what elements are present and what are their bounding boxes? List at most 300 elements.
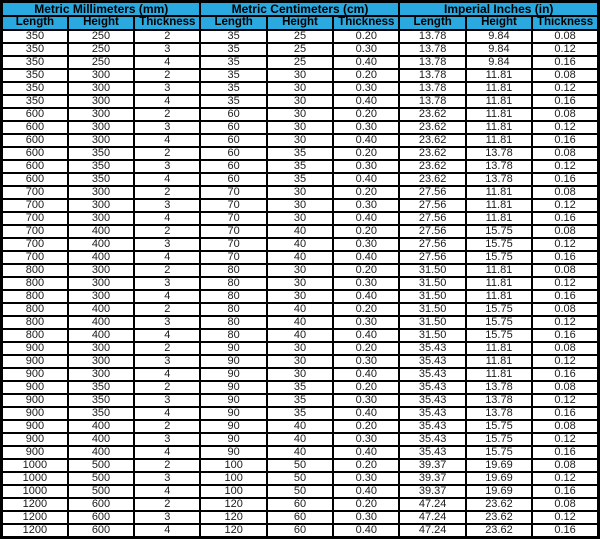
table-row — [2, 225, 599, 238]
cell: 70 — [200, 212, 266, 225]
cell: 15.75 — [466, 420, 532, 433]
table-row — [2, 459, 599, 472]
cell: 50 — [267, 459, 333, 472]
cell: 3 — [134, 472, 200, 485]
cell: 13.78 — [399, 82, 465, 95]
table-row — [2, 394, 599, 407]
cell: 30 — [267, 212, 333, 225]
cell: 0.30 — [333, 472, 399, 485]
cell: 4 — [134, 407, 200, 420]
table-row — [2, 498, 599, 511]
cell: 0.20 — [333, 147, 399, 160]
cell: 35 — [267, 381, 333, 394]
column-header: Length — [399, 16, 465, 30]
cell: 350 — [2, 43, 68, 56]
cell: 400 — [68, 329, 134, 342]
cell: 900 — [2, 446, 68, 459]
cell: 60 — [200, 134, 266, 147]
cell: 80 — [200, 277, 266, 290]
cell: 4 — [134, 95, 200, 108]
cell: 350 — [68, 381, 134, 394]
cell: 0.16 — [532, 446, 598, 459]
cell: 11.81 — [466, 368, 532, 381]
cell: 800 — [2, 329, 68, 342]
cell: 35.43 — [399, 407, 465, 420]
cell: 30 — [267, 69, 333, 82]
cell: 300 — [68, 342, 134, 355]
table-row — [2, 368, 599, 381]
cell: 70 — [200, 251, 266, 264]
cell: 350 — [68, 394, 134, 407]
cell: 0.16 — [532, 368, 598, 381]
cell: 35.43 — [399, 368, 465, 381]
cell: 0.12 — [532, 160, 598, 173]
cell: 13.78 — [466, 407, 532, 420]
cell: 0.30 — [333, 433, 399, 446]
cell: 11.81 — [466, 355, 532, 368]
cell: 300 — [68, 212, 134, 225]
cell: 300 — [68, 95, 134, 108]
cell: 23.62 — [466, 524, 532, 538]
cell: 100 — [200, 485, 266, 498]
cell: 0.12 — [532, 355, 598, 368]
cell: 600 — [2, 147, 68, 160]
cell: 2 — [134, 147, 200, 160]
cell: 27.56 — [399, 238, 465, 251]
cell: 350 — [2, 56, 68, 69]
cell: 35.43 — [399, 433, 465, 446]
cell: 35 — [200, 82, 266, 95]
cell: 30 — [267, 368, 333, 381]
cell: 350 — [2, 69, 68, 82]
cell: 30 — [267, 95, 333, 108]
cell: 0.16 — [532, 407, 598, 420]
table-row — [2, 355, 599, 368]
cell: 0.30 — [333, 199, 399, 212]
column-header-row — [2, 16, 599, 30]
cell: 0.12 — [532, 199, 598, 212]
cell: 35.43 — [399, 446, 465, 459]
cell: 35 — [267, 173, 333, 186]
cell: 35 — [267, 147, 333, 160]
table-row — [2, 446, 599, 459]
cell: 15.75 — [466, 225, 532, 238]
cell: 60 — [200, 147, 266, 160]
cell: 400 — [68, 251, 134, 264]
cell: 40 — [267, 238, 333, 251]
cell: 90 — [200, 368, 266, 381]
cell: 30 — [267, 108, 333, 121]
cell: 0.40 — [333, 56, 399, 69]
cell: 0.40 — [333, 368, 399, 381]
cell: 23.62 — [399, 108, 465, 121]
cell: 300 — [68, 108, 134, 121]
table-row — [2, 290, 599, 303]
cell: 25 — [267, 43, 333, 56]
cell: 0.20 — [333, 342, 399, 355]
cell: 0.16 — [532, 251, 598, 264]
cell: 2 — [134, 420, 200, 433]
table-row — [2, 511, 599, 524]
cell: 13.78 — [399, 30, 465, 43]
cell: 800 — [2, 277, 68, 290]
cell: 3 — [134, 511, 200, 524]
cell: 0.40 — [333, 446, 399, 459]
cell: 35.43 — [399, 355, 465, 368]
table-row — [2, 147, 599, 160]
cell: 0.08 — [532, 69, 598, 82]
cell: 800 — [2, 303, 68, 316]
cell: 90 — [200, 407, 266, 420]
cell: 300 — [68, 355, 134, 368]
cell: 11.81 — [466, 134, 532, 147]
cell: 3 — [134, 238, 200, 251]
cell: 0.20 — [333, 186, 399, 199]
cell: 900 — [2, 368, 68, 381]
cell: 300 — [68, 121, 134, 134]
cell: 0.20 — [333, 420, 399, 433]
cell: 0.16 — [532, 485, 598, 498]
column-header: Length — [2, 16, 68, 30]
column-header: Length — [200, 16, 266, 30]
cell: 47.24 — [399, 524, 465, 538]
cell: 0.08 — [532, 498, 598, 511]
cell: 70 — [200, 238, 266, 251]
cell: 60 — [267, 498, 333, 511]
cell: 40 — [267, 446, 333, 459]
cell: 35 — [200, 43, 266, 56]
cell: 0.16 — [532, 134, 598, 147]
cell: 2 — [134, 69, 200, 82]
table-row — [2, 212, 599, 225]
column-header: Height — [267, 16, 333, 30]
cell: 35 — [267, 407, 333, 420]
cell: 60 — [267, 524, 333, 538]
cell: 700 — [2, 186, 68, 199]
cell: 30 — [267, 277, 333, 290]
table-row — [2, 43, 599, 56]
table-row — [2, 108, 599, 121]
cell: 700 — [2, 225, 68, 238]
cell: 15.75 — [466, 251, 532, 264]
cell: 90 — [200, 381, 266, 394]
cell: 0.12 — [532, 121, 598, 134]
cell: 0.08 — [532, 459, 598, 472]
cell: 0.16 — [532, 173, 598, 186]
cell: 4 — [134, 56, 200, 69]
cell: 47.24 — [399, 498, 465, 511]
group-header-metric-mm: Metric Millimeters (mm) — [2, 2, 201, 17]
table-row — [2, 472, 599, 485]
cell: 1000 — [2, 485, 68, 498]
cell: 0.40 — [333, 524, 399, 538]
table-row — [2, 329, 599, 342]
table-row — [2, 433, 599, 446]
cell: 13.78 — [466, 160, 532, 173]
cell: 600 — [2, 121, 68, 134]
cell: 11.81 — [466, 342, 532, 355]
cell: 23.62 — [466, 498, 532, 511]
cell: 11.81 — [466, 186, 532, 199]
cell: 0.08 — [532, 264, 598, 277]
cell: 35.43 — [399, 420, 465, 433]
cell: 350 — [2, 30, 68, 43]
cell: 0.08 — [532, 342, 598, 355]
cell: 600 — [68, 524, 134, 538]
cell: 15.75 — [466, 329, 532, 342]
cell: 300 — [68, 199, 134, 212]
table-row — [2, 186, 599, 199]
cell: 0.12 — [532, 277, 598, 290]
cell: 600 — [68, 498, 134, 511]
cell: 11.81 — [466, 290, 532, 303]
cell: 0.40 — [333, 407, 399, 420]
cell: 350 — [2, 95, 68, 108]
cell: 0.20 — [333, 30, 399, 43]
cell: 2 — [134, 459, 200, 472]
cell: 250 — [68, 56, 134, 69]
cell: 250 — [68, 30, 134, 43]
cell: 4 — [134, 212, 200, 225]
cell: 0.40 — [333, 485, 399, 498]
cell: 700 — [2, 199, 68, 212]
table-row — [2, 342, 599, 355]
cell: 0.30 — [333, 511, 399, 524]
cell: 30 — [267, 134, 333, 147]
cell: 300 — [68, 277, 134, 290]
cell: 0.30 — [333, 82, 399, 95]
cell: 90 — [200, 420, 266, 433]
cell: 300 — [68, 82, 134, 95]
cell: 19.69 — [466, 485, 532, 498]
cell: 80 — [200, 264, 266, 277]
table-row — [2, 264, 599, 277]
cell: 60 — [267, 511, 333, 524]
cell: 11.81 — [466, 108, 532, 121]
cell: 13.78 — [466, 381, 532, 394]
table-row — [2, 160, 599, 173]
group-header-metric-cm: Metric Centimeters (cm) — [200, 2, 399, 17]
cell: 0.40 — [333, 251, 399, 264]
table-row — [2, 316, 599, 329]
cell: 60 — [200, 121, 266, 134]
group-header-imperial-in: Imperial Inches (in) — [399, 2, 598, 17]
cell: 350 — [68, 160, 134, 173]
table-body — [2, 30, 599, 538]
cell: 4 — [134, 290, 200, 303]
cell: 4 — [134, 329, 200, 342]
cell: 0.16 — [532, 95, 598, 108]
table-row — [2, 69, 599, 82]
cell: 35.43 — [399, 394, 465, 407]
cell: 80 — [200, 290, 266, 303]
cell: 80 — [200, 303, 266, 316]
cell: 350 — [68, 147, 134, 160]
cell: 900 — [2, 381, 68, 394]
cell: 2 — [134, 264, 200, 277]
cell: 400 — [68, 225, 134, 238]
cell: 35 — [200, 95, 266, 108]
cell: 0.40 — [333, 212, 399, 225]
column-header: Thickness — [532, 16, 598, 30]
cell: 100 — [200, 472, 266, 485]
cell: 60 — [200, 108, 266, 121]
table-row — [2, 420, 599, 433]
cell: 27.56 — [399, 186, 465, 199]
cell: 600 — [2, 134, 68, 147]
cell: 0.16 — [532, 56, 598, 69]
cell: 35 — [200, 69, 266, 82]
cell: 0.08 — [532, 108, 598, 121]
cell: 40 — [267, 420, 333, 433]
cell: 300 — [68, 368, 134, 381]
cell: 0.40 — [333, 329, 399, 342]
cell: 0.20 — [333, 69, 399, 82]
cell: 11.81 — [466, 199, 532, 212]
cell: 250 — [68, 43, 134, 56]
cell: 400 — [68, 446, 134, 459]
cell: 15.75 — [466, 316, 532, 329]
cell: 40 — [267, 316, 333, 329]
cell: 23.62 — [399, 134, 465, 147]
cell: 0.20 — [333, 459, 399, 472]
cell: 2 — [134, 381, 200, 394]
cell: 0.30 — [333, 43, 399, 56]
cell: 120 — [200, 524, 266, 538]
cell: 4 — [134, 485, 200, 498]
table-row — [2, 303, 599, 316]
cell: 19.69 — [466, 472, 532, 485]
table-row — [2, 381, 599, 394]
cell: 100 — [200, 459, 266, 472]
cell: 3 — [134, 160, 200, 173]
cell: 31.50 — [399, 264, 465, 277]
cell: 0.20 — [333, 225, 399, 238]
cell: 40 — [267, 251, 333, 264]
cell: 300 — [68, 290, 134, 303]
table-row — [2, 82, 599, 95]
cell: 500 — [68, 459, 134, 472]
cell: 1200 — [2, 524, 68, 538]
cell: 0.40 — [333, 95, 399, 108]
cell: 350 — [2, 82, 68, 95]
cell: 800 — [2, 316, 68, 329]
cell: 13.78 — [399, 43, 465, 56]
cell: 31.50 — [399, 316, 465, 329]
cell: 500 — [68, 472, 134, 485]
cell: 90 — [200, 446, 266, 459]
table-row — [2, 238, 599, 251]
cell: 0.08 — [532, 225, 598, 238]
table-row — [2, 121, 599, 134]
table-row — [2, 251, 599, 264]
cell: 9.84 — [466, 56, 532, 69]
cell: 11.81 — [466, 277, 532, 290]
cell: 25 — [267, 56, 333, 69]
cell: 1000 — [2, 472, 68, 485]
cell: 39.37 — [399, 459, 465, 472]
cell: 11.81 — [466, 82, 532, 95]
cell: 0.20 — [333, 108, 399, 121]
cell: 30 — [267, 290, 333, 303]
cell: 40 — [267, 433, 333, 446]
cell: 40 — [267, 303, 333, 316]
cell: 40 — [267, 329, 333, 342]
table-row — [2, 199, 599, 212]
cell: 23.62 — [399, 160, 465, 173]
cell: 0.30 — [333, 394, 399, 407]
cell: 27.56 — [399, 199, 465, 212]
cell: 39.37 — [399, 472, 465, 485]
cell: 700 — [2, 212, 68, 225]
cell: 0.30 — [333, 160, 399, 173]
cell: 90 — [200, 433, 266, 446]
cell: 400 — [68, 316, 134, 329]
cell: 35 — [267, 160, 333, 173]
cell: 600 — [2, 160, 68, 173]
cell: 3 — [134, 355, 200, 368]
cell: 400 — [68, 420, 134, 433]
cell: 30 — [267, 82, 333, 95]
cell: 35.43 — [399, 342, 465, 355]
cell: 300 — [68, 69, 134, 82]
cell: 0.30 — [333, 316, 399, 329]
cell: 600 — [2, 108, 68, 121]
cell: 2 — [134, 498, 200, 511]
cell: 27.56 — [399, 225, 465, 238]
cell: 900 — [2, 394, 68, 407]
cell: 2 — [134, 186, 200, 199]
cell: 19.69 — [466, 459, 532, 472]
cell: 13.78 — [466, 394, 532, 407]
cell: 35 — [200, 30, 266, 43]
table-row — [2, 173, 599, 186]
cell: 2 — [134, 303, 200, 316]
cell: 900 — [2, 420, 68, 433]
cell: 350 — [68, 173, 134, 186]
cell: 0.30 — [333, 355, 399, 368]
cell: 4 — [134, 446, 200, 459]
cell: 0.08 — [532, 147, 598, 160]
cell: 3 — [134, 43, 200, 56]
cell: 0.16 — [532, 212, 598, 225]
cell: 90 — [200, 342, 266, 355]
cell: 4 — [134, 173, 200, 186]
cell: 0.12 — [532, 394, 598, 407]
table-row — [2, 407, 599, 420]
cell: 90 — [200, 355, 266, 368]
column-header: Thickness — [333, 16, 399, 30]
cell: 4 — [134, 524, 200, 538]
cell: 2 — [134, 108, 200, 121]
cell: 300 — [68, 134, 134, 147]
cell: 3 — [134, 82, 200, 95]
cell: 0.30 — [333, 121, 399, 134]
cell: 0.16 — [532, 290, 598, 303]
cell: 23.62 — [399, 121, 465, 134]
cell: 31.50 — [399, 329, 465, 342]
cell: 800 — [2, 290, 68, 303]
cell: 23.62 — [399, 147, 465, 160]
cell: 3 — [134, 433, 200, 446]
cell: 70 — [200, 199, 266, 212]
cell: 0.20 — [333, 498, 399, 511]
cell: 0.12 — [532, 316, 598, 329]
column-header: Thickness — [134, 16, 200, 30]
cell: 13.78 — [399, 95, 465, 108]
cell: 900 — [2, 433, 68, 446]
table-row — [2, 56, 599, 69]
